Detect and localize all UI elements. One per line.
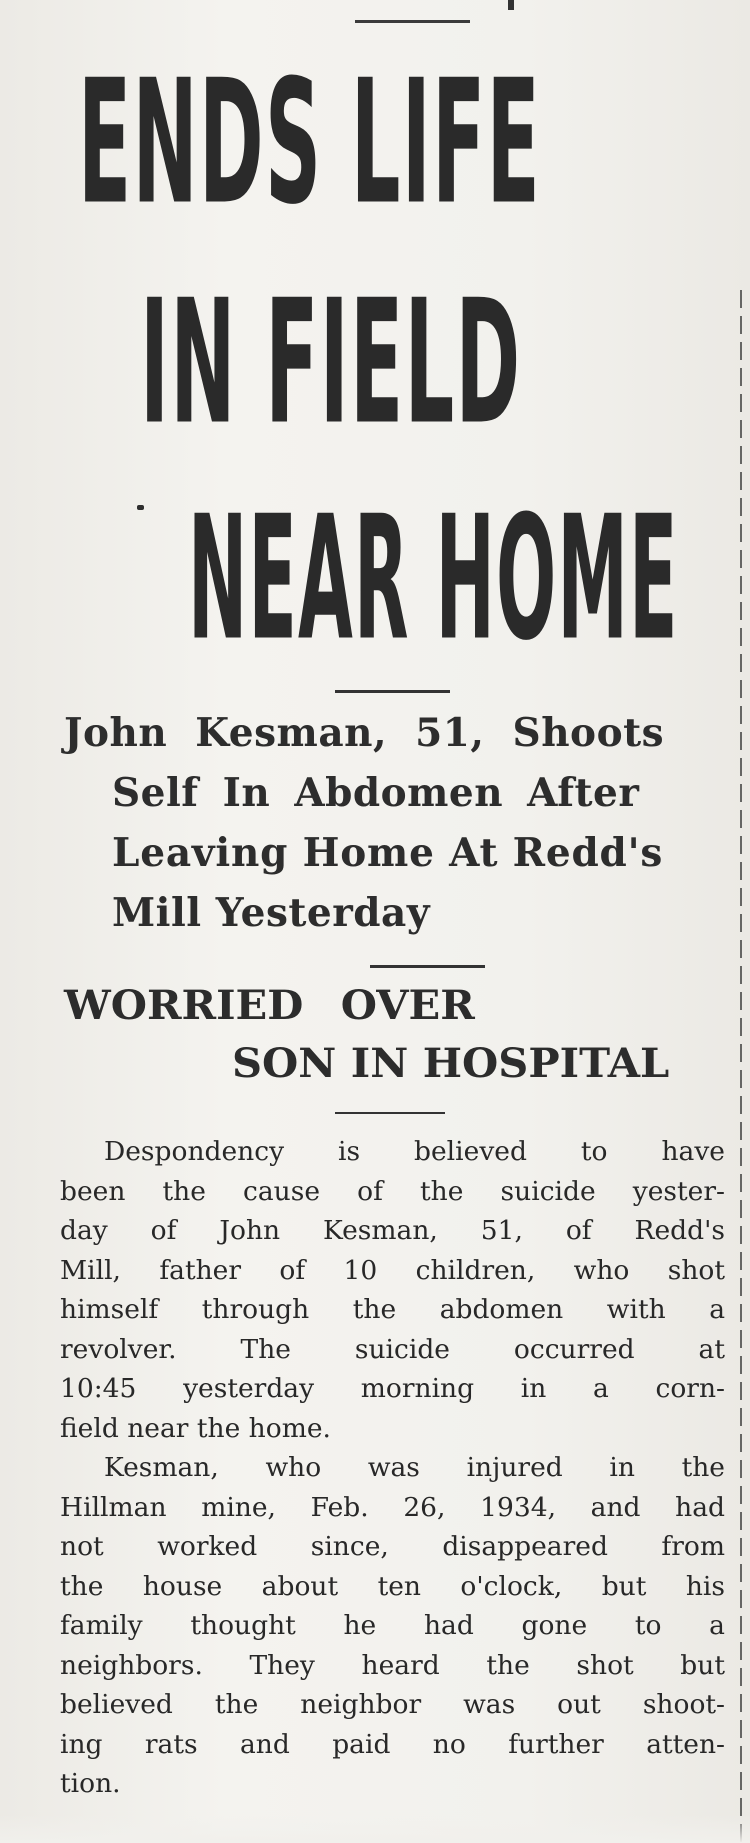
deck-line-3: Leaving Home At Redd's (112, 830, 664, 876)
article-body (60, 1132, 725, 1804)
clipping-edge (0, 1815, 750, 1843)
article-line: day of John Kesman, 51, of Redd's (60, 1215, 725, 1246)
headline-line-3: NEAR HOME (188, 478, 679, 679)
print-speck (137, 505, 144, 510)
headline-line-2: IN FIELD (140, 262, 522, 463)
deck-line-2: Self In Abdomen After (112, 770, 640, 816)
subdeck-line-2: SON IN HOSPITAL (232, 1040, 670, 1087)
top-rule (355, 20, 470, 23)
article-line: neighbors. They heard the shot but (60, 1649, 725, 1681)
article-line: field near the home. (60, 1412, 331, 1444)
article-line: revolver. The suicide occurred at (60, 1333, 725, 1365)
article-line: the house about ten o'clock, but his (60, 1570, 725, 1602)
article-line: Mill, father of 10 children, who shot (60, 1254, 725, 1286)
article-line: 10:45 yesterday morning in a corn- (60, 1373, 725, 1404)
article-line: Kesman, who was injured in the (104, 1452, 725, 1483)
divider-rule (370, 965, 485, 968)
article-line: tion. (60, 1768, 121, 1799)
article-line: Hillman mine, Feb. 26, 1934, and had (60, 1491, 725, 1523)
deck-line-4: Mill Yesterday (112, 890, 430, 936)
divider-rule (335, 690, 450, 693)
column-rule (740, 290, 742, 1843)
article-line: ing rats and paid no further atten- (60, 1728, 725, 1760)
headline-line-1: ENDS LIFE (78, 42, 542, 243)
top-mark (508, 0, 514, 10)
article-line: himself through the abdomen with a (60, 1294, 725, 1325)
subdeck-line-1: WORRIED OVER (64, 982, 475, 1029)
deck-line-1: John Kesman, 51, Shoots (64, 710, 665, 756)
article-line: believed the neighbor was out shoot- (60, 1689, 725, 1720)
divider-rule (335, 1112, 445, 1114)
article-line: been the cause of the suicide yester- (60, 1175, 725, 1207)
article-line: family thought he had gone to a (60, 1610, 725, 1641)
article-line: not worked since, disappeared from (60, 1531, 725, 1562)
article-line: Despondency is believed to have (104, 1136, 725, 1167)
